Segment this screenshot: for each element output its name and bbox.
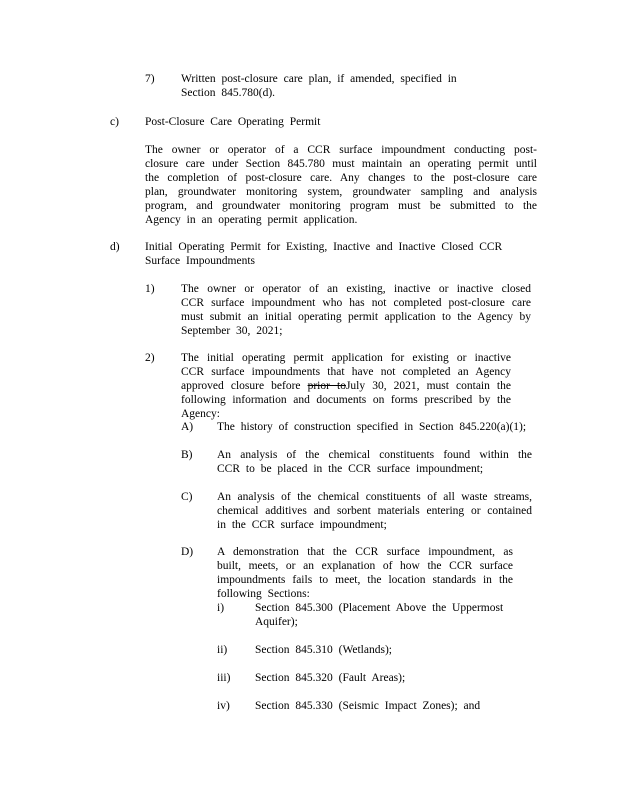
section-heading: Initial Operating Permit for Existing, Inactive and Inactive Closed CCR Surface Impoundments xyxy=(145,241,503,267)
subitem-label: C) xyxy=(181,491,193,503)
struck-text: prior to xyxy=(307,380,346,392)
section-body: The owner or operator of a CCR surface impoundment conducting post-closure care under Section 845.780 must maintain an operating permit until the completion of post-closure care. Any changes to the post-closure care plan, groundwater monitoring system, groundwater sampling and analysis program, and groundwater monitoring program must be submitted to the Agency in an operating permit application. xyxy=(145,144,537,226)
item-text xyxy=(181,351,511,421)
item-text: The owner or operator of an existing, inactive or inactive closed CCR surface impoundment who has not completed post-closure care must submit an initial operating permit application to the Agency by September 30, 2021; xyxy=(181,283,531,337)
subsubitem-text: Section 845.300 (Placement Above the Uppermost Aquifer); xyxy=(255,602,504,628)
item-text-after: July 30, 2021, must contain the following information and documents on forms prescribed by the Agency: xyxy=(181,380,511,420)
item-text-before: The initial operating permit application for existing or inactive CCR surface impoundments that have not completed an Agency approved closure before xyxy=(181,352,511,392)
subsubitem-text: Section 845.330 (Seismic Impact Zones); and xyxy=(255,700,481,712)
item-label: 2) xyxy=(145,352,155,364)
subsubitem-label: ii) xyxy=(217,644,228,656)
subitem-text: The history of construction specified in Section 845.220(a)(1); xyxy=(217,421,527,433)
subsubitem-text: Section 845.310 (Wetlands); xyxy=(255,644,392,656)
subitem-label: B) xyxy=(181,449,193,461)
section-heading: Post-Closure Care Operating Permit xyxy=(145,116,321,128)
subitem-text: A demonstration that the CCR surface impoundment, as built, meets, or an explanation of how the CCR surface impoundments fails to meet, the location standards in the following Sections: xyxy=(217,546,513,600)
item-label: 7) xyxy=(145,73,155,85)
subsubitem-label: i) xyxy=(217,602,225,614)
subitem-label: A) xyxy=(181,421,194,433)
subitem-label: D) xyxy=(181,546,194,558)
subitem-text: An analysis of the chemical constituents found within the CCR to be placed in the CCR surface impoundment; xyxy=(217,449,532,475)
subsubitem-label: iv) xyxy=(217,700,230,712)
item-label: 1) xyxy=(145,283,155,295)
subsubitem-text: Section 845.320 (Fault Areas); xyxy=(255,672,406,684)
subitem-text: An analysis of the chemical constituents of all waste streams, chemical additives and sorbent materials entering or contained in the CCR surface impoundment; xyxy=(217,491,532,531)
section-label: d) xyxy=(110,241,120,253)
item-text: Written post-closure care plan, if amended, specified in Section 845.780(d). xyxy=(181,73,457,99)
section-label: c) xyxy=(110,116,119,128)
subsubitem-label: iii) xyxy=(217,672,231,684)
